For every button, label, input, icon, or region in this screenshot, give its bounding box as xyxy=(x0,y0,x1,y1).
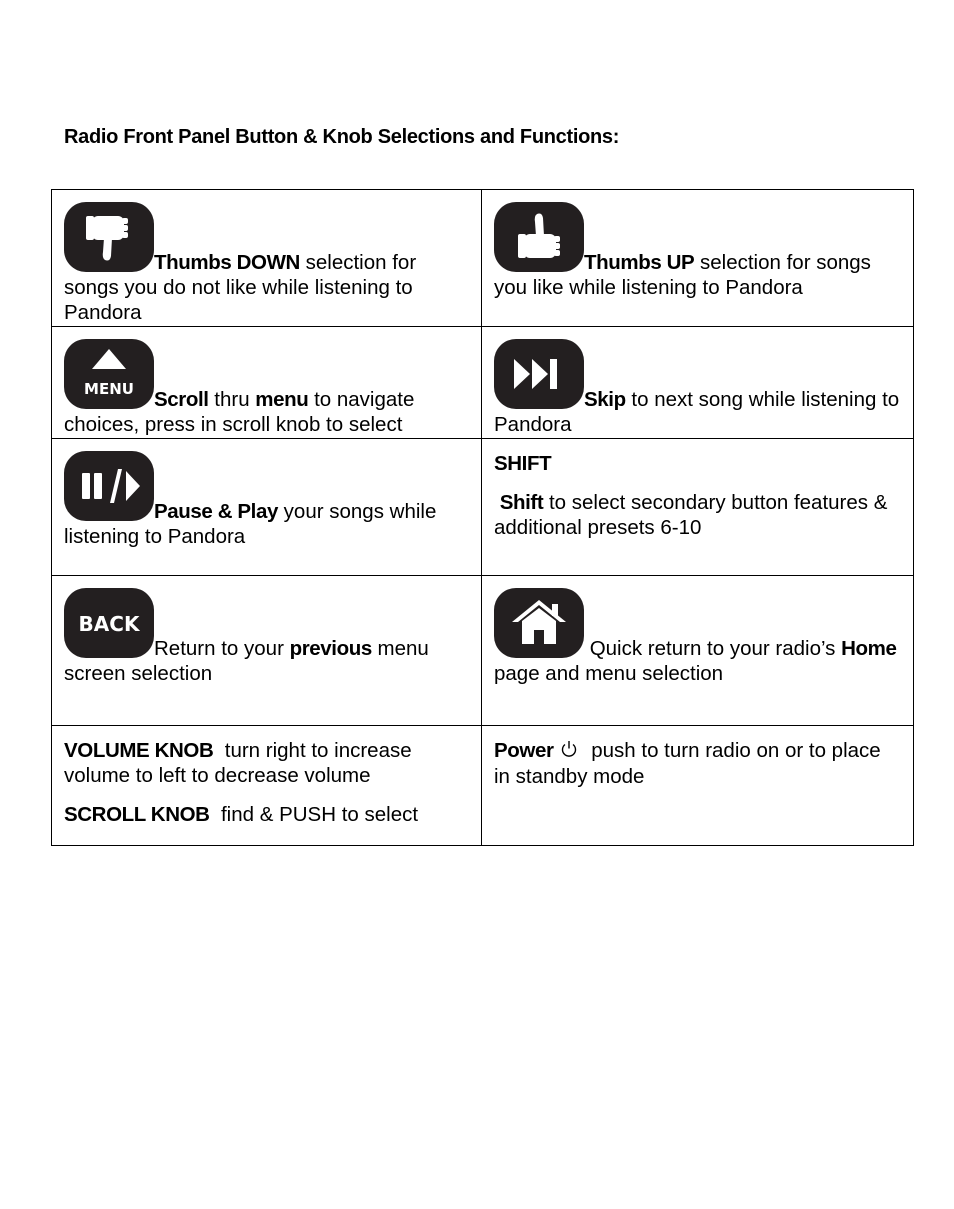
pause-play-icon xyxy=(64,451,154,521)
cell-thumbs-up xyxy=(482,190,914,327)
scroll-label: Scroll xyxy=(154,388,209,411)
cell-thumbs-down xyxy=(52,190,482,327)
scroll-text-2: to navigate choices, press in scroll knob to select xyxy=(64,388,415,436)
thumbs-up-label: Thumbs UP xyxy=(584,251,695,274)
home-text-1: Quick return to your radio’s xyxy=(584,637,842,660)
menu-label: menu xyxy=(255,388,309,411)
thumbs-down-desc: selection for songs you do not like while listening to Pandora xyxy=(64,251,417,324)
skip-desc: to next song while listening to Pandora xyxy=(494,388,900,436)
scroll-knob-desc: find & PUSH to select xyxy=(209,803,419,826)
home-text-2: page and menu selection xyxy=(494,662,724,685)
function-table xyxy=(51,189,914,846)
power-icon xyxy=(560,739,578,764)
thumbs-down-icon xyxy=(64,202,154,272)
back-icon-label: BACK xyxy=(78,612,140,636)
skip-label: Skip xyxy=(584,388,626,411)
cell-scroll-menu xyxy=(52,327,482,439)
table-row xyxy=(52,190,914,327)
previous-label: previous xyxy=(289,637,372,660)
back-text-1: Return to your xyxy=(154,637,290,660)
cell-power xyxy=(482,726,914,846)
page-title: Radio Front Panel Button & Knob Selections and Functions: xyxy=(64,126,620,148)
power-desc: push to turn radio on or to place in standby mode xyxy=(494,739,881,788)
pause-play-desc: your songs while listening to Pandora xyxy=(64,500,437,548)
thumbs-up-desc: selection for songs you like while listening to Pandora xyxy=(494,251,871,299)
pause-play-label: Pause & Play xyxy=(154,500,278,523)
shift-desc: to select secondary button features & additional presets 6-10 xyxy=(494,491,888,539)
shift-title: SHIFT xyxy=(494,452,552,475)
skip-forward-icon xyxy=(494,339,584,409)
cell-back xyxy=(52,576,482,726)
power-label: Power xyxy=(494,739,554,762)
home-label: Home xyxy=(841,637,897,660)
table-row xyxy=(52,576,914,726)
table-row xyxy=(52,327,914,439)
cell-knobs xyxy=(52,726,482,846)
table-row xyxy=(52,439,914,576)
thumbs-up-icon xyxy=(494,202,584,272)
home-icon xyxy=(494,588,584,658)
thumbs-down-label: Thumbs DOWN xyxy=(154,251,300,274)
volume-knob-label: VOLUME KNOB xyxy=(64,739,214,762)
back-text-2: menu screen selection xyxy=(64,637,429,685)
cell-shift xyxy=(482,439,914,576)
menu-icon-label: MENU xyxy=(84,380,134,398)
table-row xyxy=(52,726,914,846)
volume-knob-desc: turn right to increase volume to left to decrease volume xyxy=(64,739,418,787)
menu-scroll-icon xyxy=(64,339,154,409)
cell-home xyxy=(482,576,914,726)
shift-label: Shift xyxy=(499,491,544,514)
scroll-knob-label: SCROLL KNOB xyxy=(64,803,210,826)
back-icon xyxy=(64,588,154,658)
cell-pause-play xyxy=(52,439,482,576)
scroll-text-1: thru xyxy=(208,388,256,411)
cell-skip xyxy=(482,327,914,439)
